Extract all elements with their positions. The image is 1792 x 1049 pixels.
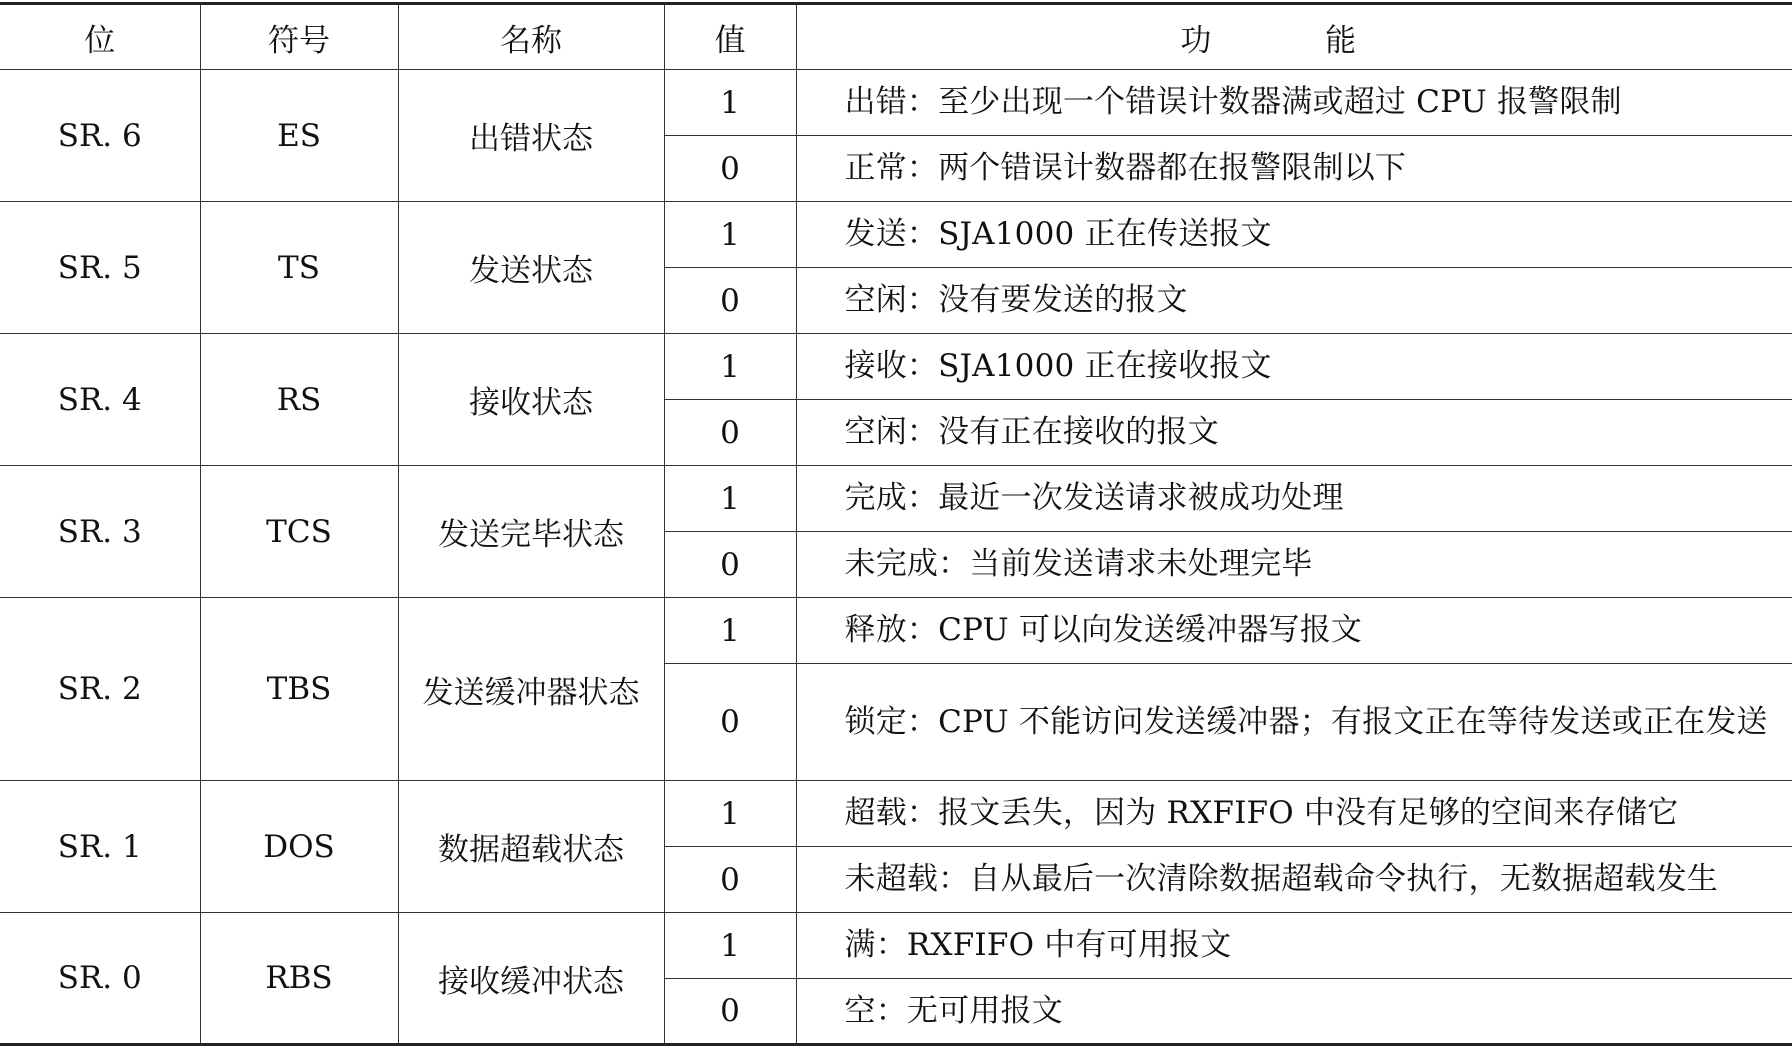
value-cell: 1 bbox=[664, 781, 796, 847]
bit-cell: SR. 6 bbox=[0, 70, 200, 202]
bit-cell: SR. 2 bbox=[0, 598, 200, 781]
function-cell: 超载：报文丢失，因为 RXFIFO 中没有足够的空间来存储它 bbox=[796, 781, 1792, 847]
header-row bbox=[0, 4, 1792, 70]
table-row bbox=[0, 70, 1792, 136]
function-cell: 接收：SJA1000 正在接收报文 bbox=[796, 334, 1792, 400]
function-cell: 满：RXFIFO 中有可用报文 bbox=[796, 913, 1792, 979]
function-cell: 空：无可用报文 bbox=[796, 979, 1792, 1045]
value-cell: 1 bbox=[664, 202, 796, 268]
name-cell: 接收缓冲状态 bbox=[398, 913, 664, 1045]
header-symbol: 符号 bbox=[200, 4, 398, 70]
value-cell: 0 bbox=[664, 664, 796, 781]
name-cell: 发送状态 bbox=[398, 202, 664, 334]
table-row bbox=[0, 202, 1792, 268]
function-cell: 空闲：没有要发送的报文 bbox=[796, 268, 1792, 334]
name-cell: 出错状态 bbox=[398, 70, 664, 202]
function-cell: 完成：最近一次发送请求被成功处理 bbox=[796, 466, 1792, 532]
value-cell: 0 bbox=[664, 532, 796, 598]
symbol-cell: TS bbox=[200, 202, 398, 334]
name-cell: 发送缓冲器状态 bbox=[398, 598, 664, 781]
bit-cell: SR. 4 bbox=[0, 334, 200, 466]
symbol-cell: DOS bbox=[200, 781, 398, 913]
bit-cell: SR. 5 bbox=[0, 202, 200, 334]
function-cell: 出错：至少出现一个错误计数器满或超过 CPU 报警限制 bbox=[796, 70, 1792, 136]
header-function bbox=[796, 4, 1792, 70]
status-register-table bbox=[0, 2, 1792, 1046]
header-bit: 位 bbox=[0, 4, 200, 70]
value-cell: 0 bbox=[664, 268, 796, 334]
bit-cell: SR. 3 bbox=[0, 466, 200, 598]
value-cell: 1 bbox=[664, 334, 796, 400]
value-cell: 1 bbox=[664, 598, 796, 664]
header-function-label: 功 能 bbox=[1180, 22, 1409, 59]
symbol-cell: RBS bbox=[200, 913, 398, 1045]
bit-cell: SR. 0 bbox=[0, 913, 200, 1045]
symbol-cell: RS bbox=[200, 334, 398, 466]
table-body bbox=[0, 70, 1792, 1045]
table-row bbox=[0, 466, 1792, 532]
value-cell: 0 bbox=[664, 847, 796, 913]
function-cell: 锁定：CPU 不能访问发送缓冲器；有报文正在等待发送或正在发送 bbox=[796, 664, 1792, 781]
function-cell: 释放：CPU 可以向发送缓冲器写报文 bbox=[796, 598, 1792, 664]
symbol-cell: ES bbox=[200, 70, 398, 202]
function-cell: 空闲：没有正在接收的报文 bbox=[796, 400, 1792, 466]
value-cell: 0 bbox=[664, 136, 796, 202]
header-name: 名称 bbox=[398, 4, 664, 70]
table-row bbox=[0, 913, 1792, 979]
name-cell: 接收状态 bbox=[398, 334, 664, 466]
function-cell: 正常：两个错误计数器都在报警限制以下 bbox=[796, 136, 1792, 202]
name-cell: 数据超载状态 bbox=[398, 781, 664, 913]
value-cell: 1 bbox=[664, 466, 796, 532]
table-header bbox=[0, 4, 1792, 70]
value-cell: 0 bbox=[664, 400, 796, 466]
function-cell: 未超载：自从最后一次清除数据超载命令执行，无数据超载发生 bbox=[796, 847, 1792, 913]
header-value: 值 bbox=[664, 4, 796, 70]
table-row bbox=[0, 598, 1792, 664]
function-cell: 发送：SJA1000 正在传送报文 bbox=[796, 202, 1792, 268]
table-row bbox=[0, 334, 1792, 400]
value-cell: 1 bbox=[664, 913, 796, 979]
function-cell: 未完成：当前发送请求未处理完毕 bbox=[796, 532, 1792, 598]
value-cell: 1 bbox=[664, 70, 796, 136]
bit-cell: SR. 1 bbox=[0, 781, 200, 913]
name-cell: 发送完毕状态 bbox=[398, 466, 664, 598]
symbol-cell: TCS bbox=[200, 466, 398, 598]
value-cell: 0 bbox=[664, 979, 796, 1045]
table-row bbox=[0, 781, 1792, 847]
symbol-cell: TBS bbox=[200, 598, 398, 781]
